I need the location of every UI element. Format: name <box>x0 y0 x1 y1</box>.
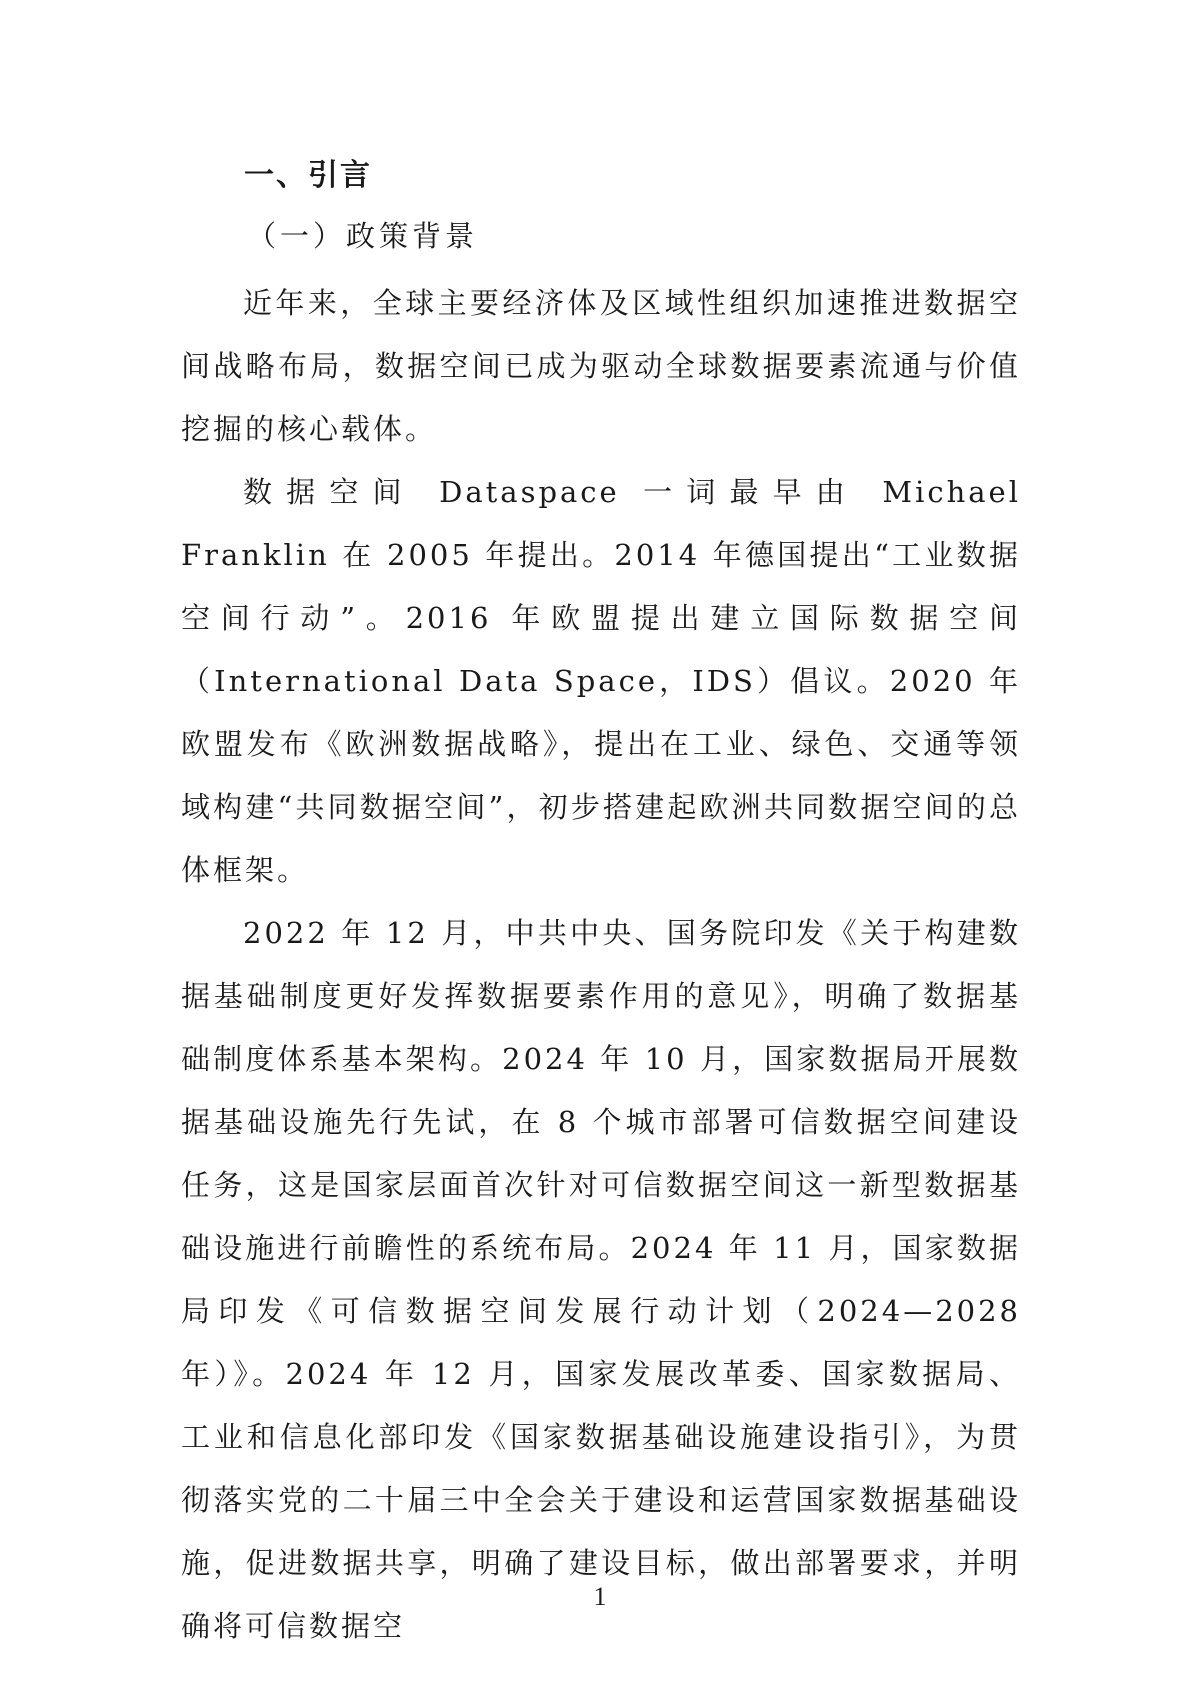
paragraph-china-policy: 2022 年 12 月，中共中央、国务院印发《关于构建数据基础制度更好发挥数据要素作用的意见》，明确了数据基础制度体系基本架构。2024 年 10 月，国家数据局开展数据基础设施先行先试，在 8 个城市部署可信数据空间建设任务，这是国家层面首次针对可信数据空间这一新型数据基础设施进行前瞻性的系统布局。2024 年 11 月，国家数据局印发《可信数据空间发展行动计划（2024—2028 年）》。2024 年 12 月，国家发展改革委、国家数据局、工业和信息化部印发《国家数据基础设施建设指引》，为贯彻落实党的二十届三中全会关于建设和运营国家数据基础设施，促进数据共享，明确了建设目标，做出部署要求，并明确将可信数据空 <box>181 916 1021 1643</box>
page-content <box>181 150 1021 1658</box>
paragraph-dataspace-history: 数据空间 Dataspace 一词最早由 Michael Franklin 在 2005 年提出。2014 年德国提出“工业数据空间行动”。2016 年欧盟提出建立国际数据空间（International Data Space，IDS）倡议。2020 年欧盟发布《欧洲数据战略》，提出在工业、绿色、交通等领域构建“共同数据空间”，初步搭建起欧洲共同数据空间的总体框架。 <box>181 475 1021 887</box>
page-number: 1 <box>593 1582 607 1611</box>
subsection-heading: （一）政策背景 <box>247 219 479 253</box>
paragraph-intro: 近年来，全球主要经济体及区域性组织加速推进数据空间战略布局，数据空间已成为驱动全球数据要素流通与价值挖掘的核心载体。 <box>181 286 1021 446</box>
section-heading: 一、引言 <box>244 158 372 193</box>
